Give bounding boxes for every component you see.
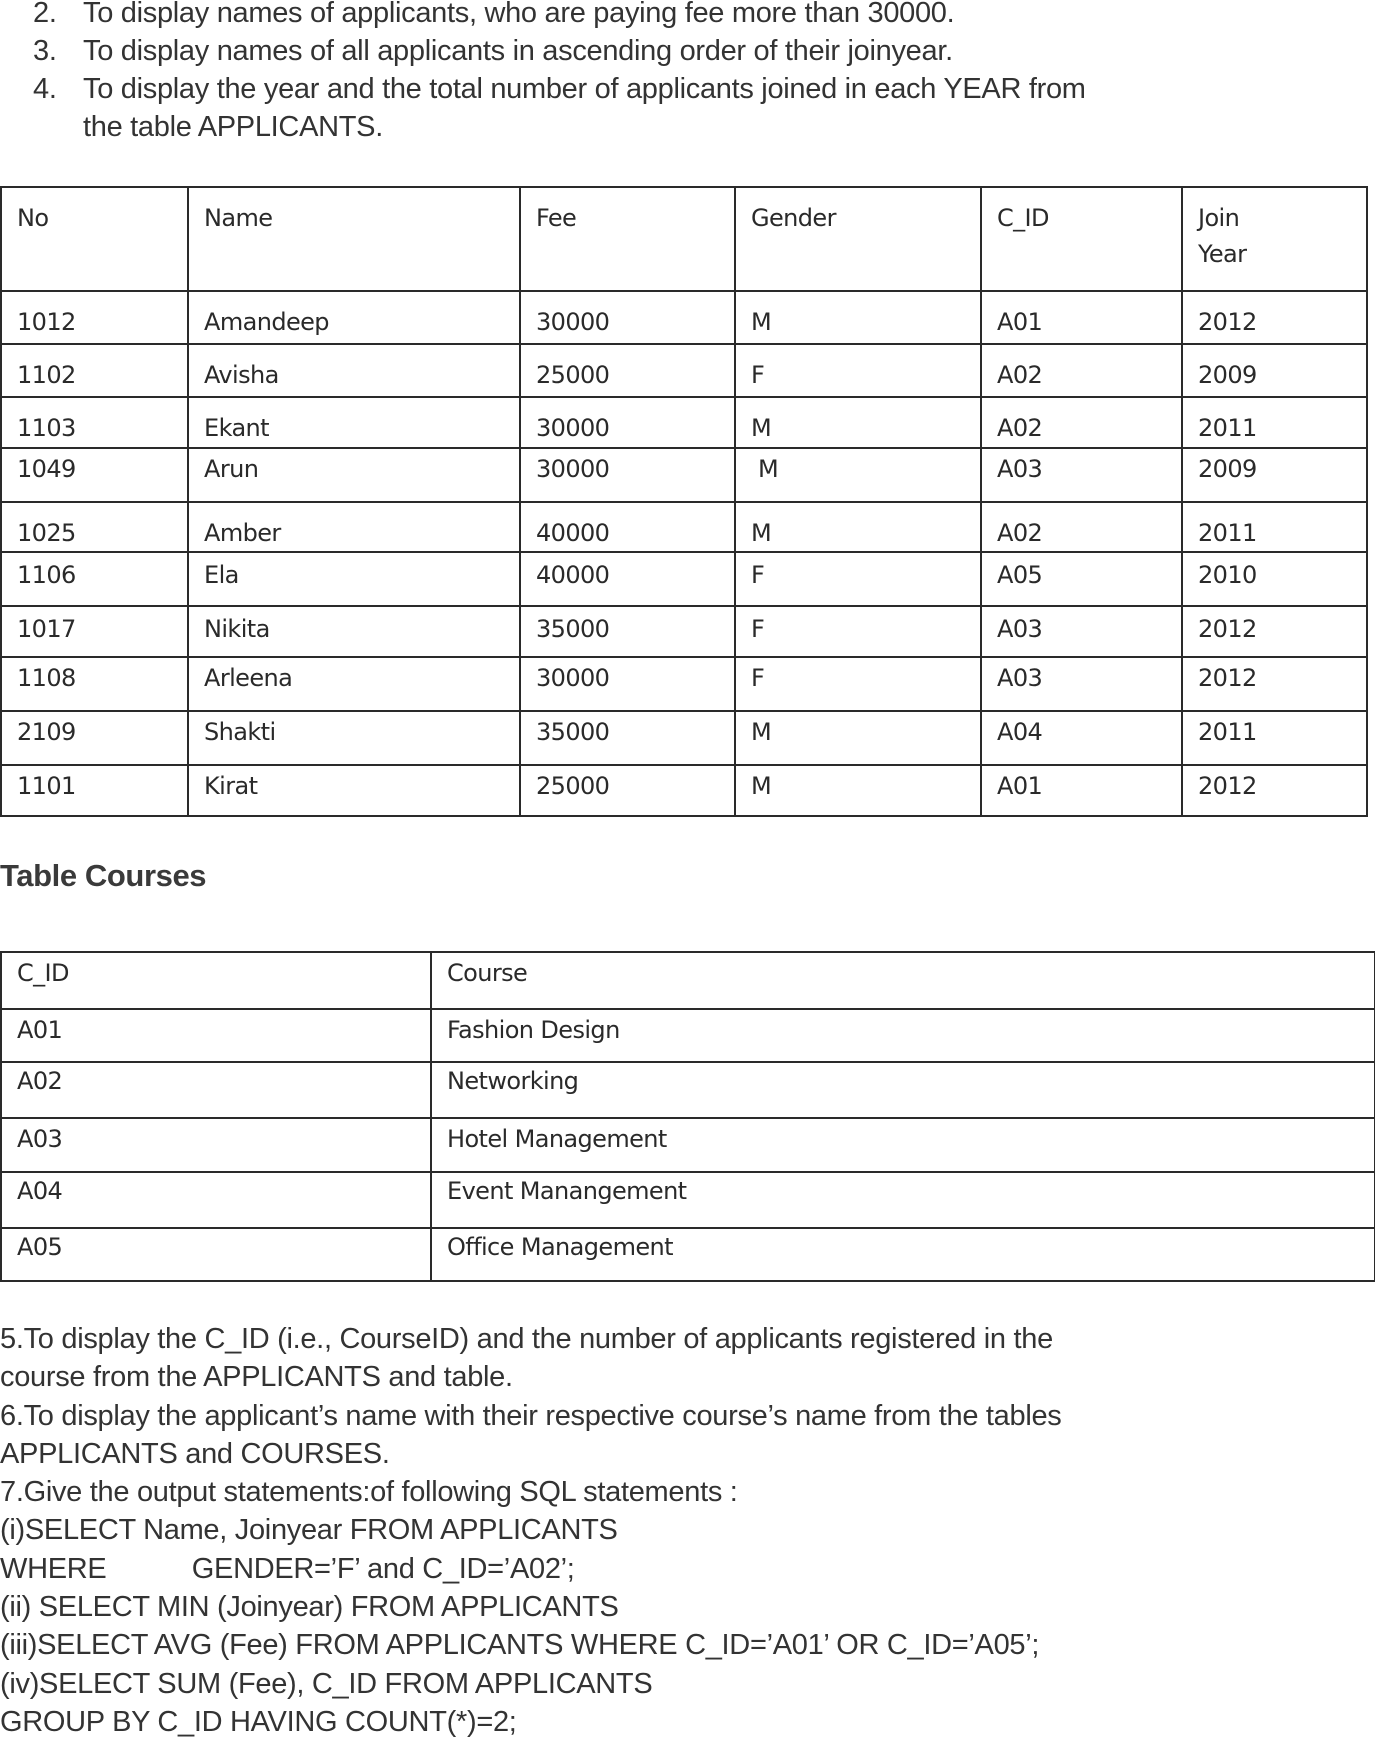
cell-gender: F [735, 552, 981, 606]
header-join-label: Join [1198, 204, 1240, 232]
cell-gender: F [735, 606, 981, 657]
cell-name: Amandeep [188, 291, 520, 344]
cell-course: Office Management [431, 1228, 1375, 1281]
cell-name: Ekant [188, 397, 520, 448]
question-2 [0, 0, 1375, 32]
cell-course: Networking [431, 1062, 1375, 1118]
cell-name: Arun [188, 448, 520, 502]
cell-join-year: 2011 [1182, 711, 1367, 765]
cell-gender: M [735, 765, 981, 816]
cell-name: Nikita [188, 606, 520, 657]
table-row [1, 344, 1367, 397]
header-c-id: C_ID [1, 952, 431, 1009]
table-header-row [1, 187, 1367, 291]
cell-join-year: 2012 [1182, 657, 1367, 711]
cell-c-id: A03 [981, 657, 1182, 711]
cell-course: Fashion Design [431, 1009, 1375, 1062]
table-header-row [1, 952, 1375, 1009]
sql-statement-iv-line-2: GROUP BY C_ID HAVING COUNT(*)=2; [0, 1705, 517, 1738]
cell-c-id: A05 [981, 552, 1182, 606]
cell-c-id: A03 [981, 448, 1182, 502]
question-text: To display names of all applicants in ascending order of their joinyear. [83, 35, 953, 67]
cell-name: Avisha [188, 344, 520, 397]
cell-no: 1017 [1, 606, 188, 657]
question-6-line-2: APPLICANTS and COURSES. [0, 1437, 390, 1470]
courses-table-title: Table Courses [0, 858, 207, 893]
cell-gender: M [735, 502, 981, 552]
cell-c-id: A01 [981, 291, 1182, 344]
cell-course: Hotel Management [431, 1118, 1375, 1172]
cell-gender: M [735, 448, 981, 502]
cell-join-year: 2009 [1182, 448, 1367, 502]
table-row [1, 657, 1367, 711]
cell-join-year: 2010 [1182, 552, 1367, 606]
header-course: Course [431, 952, 1375, 1009]
cell-c-id: A02 [981, 397, 1182, 448]
cell-fee: 35000 [520, 711, 735, 765]
cell-c-id: A05 [1, 1228, 431, 1281]
cell-fee: 25000 [520, 765, 735, 816]
header-year-label: Year [1198, 240, 1247, 268]
cell-fee: 30000 [520, 291, 735, 344]
cell-name: Arleena [188, 657, 520, 711]
sql-statement-ii: (ii) SELECT MIN (Joinyear) FROM APPLICANTS [0, 1591, 619, 1624]
question-7-intro: 7.Give the output statements:of following SQL statements : [0, 1476, 738, 1509]
table-row [1, 765, 1367, 816]
question-text: To display the year and the total number of applicants joined in each YEAR from [83, 73, 1086, 105]
cell-c-id: A02 [1, 1062, 431, 1118]
cell-gender: M [735, 397, 981, 448]
cell-no: 1108 [1, 657, 188, 711]
cell-c-id: A02 [981, 502, 1182, 552]
question-4 [0, 70, 1375, 146]
cell-c-id: A04 [981, 711, 1182, 765]
cell-fee: 30000 [520, 448, 735, 502]
cell-no: 1102 [1, 344, 188, 397]
cell-name: Amber [188, 502, 520, 552]
table-row [1, 397, 1367, 448]
cell-fee: 30000 [520, 397, 735, 448]
table-row [1, 1118, 1375, 1172]
question-number: 4. [33, 73, 57, 105]
header-c-id: C_ID [981, 187, 1182, 291]
header-fee: Fee [520, 187, 735, 291]
table-row [1, 552, 1367, 606]
table-row [1, 1062, 1375, 1118]
cell-join-year: 2009 [1182, 344, 1367, 397]
cell-gender: M [735, 291, 981, 344]
cell-fee: 25000 [520, 344, 735, 397]
cell-name: Shakti [188, 711, 520, 765]
cell-fee: 40000 [520, 552, 735, 606]
cell-c-id: A01 [1, 1009, 431, 1062]
header-name: Name [188, 187, 520, 291]
table-row [1, 448, 1367, 502]
cell-join-year: 2012 [1182, 765, 1367, 816]
questions-bottom [0, 1320, 1375, 1741]
header-join-year [1182, 187, 1367, 291]
cell-gender: F [735, 657, 981, 711]
cell-no: 1025 [1, 502, 188, 552]
sql-statement-iv-line-1: (iv)SELECT SUM (Fee), C_ID FROM APPLICANTS [0, 1667, 653, 1700]
cell-fee: 40000 [520, 502, 735, 552]
cell-no: 1101 [1, 765, 188, 816]
cell-fee: 35000 [520, 606, 735, 657]
question-text: To display names of applicants, who are paying fee more than 30000. [83, 0, 955, 29]
header-no: No [1, 187, 188, 291]
sql-statement-i-line-1: (i)SELECT Name, Joinyear FROM APPLICANTS [0, 1514, 618, 1547]
cell-c-id: A03 [981, 606, 1182, 657]
cell-no: 1012 [1, 291, 188, 344]
cell-join-year: 2011 [1182, 502, 1367, 552]
cell-c-id: A04 [1, 1172, 431, 1228]
question-5-line-2: course from the APPLICANTS and table. [0, 1361, 513, 1394]
table-row [1, 1228, 1375, 1281]
question-number: 2. [33, 0, 57, 29]
question-number: 3. [33, 35, 57, 67]
cell-c-id: A03 [1, 1118, 431, 1172]
sql-statement-iii: (iii)SELECT AVG (Fee) FROM APPLICANTS WHERE C_ID=’A01’ OR C_ID=’A05’; [0, 1629, 1040, 1662]
cell-fee: 30000 [520, 657, 735, 711]
table-row [1, 291, 1367, 344]
cell-name: Kirat [188, 765, 520, 816]
sql-statement-i-line-2: WHERE GENDER=’F’ and C_ID=’A02’; [0, 1552, 575, 1585]
table-row [1, 1172, 1375, 1228]
cell-join-year: 2012 [1182, 606, 1367, 657]
question-text-continued: the table APPLICANTS. [83, 111, 383, 143]
cell-c-id: A01 [981, 765, 1182, 816]
cell-gender: M [735, 711, 981, 765]
question-3 [0, 32, 1375, 70]
header-gender: Gender [735, 187, 981, 291]
question-6-line-1: 6.To display the applicant’s name with their respective course’s name from the tables [0, 1399, 1062, 1432]
courses-table [0, 951, 1375, 1282]
applicants-table [0, 186, 1368, 817]
cell-join-year: 2012 [1182, 291, 1367, 344]
cell-no: 2109 [1, 711, 188, 765]
cell-no: 1103 [1, 397, 188, 448]
question-list-top [0, 0, 1375, 146]
cell-no: 1049 [1, 448, 188, 502]
cell-c-id: A02 [981, 344, 1182, 397]
cell-gender: F [735, 344, 981, 397]
table-row [1, 606, 1367, 657]
question-5-line-1: 5.To display the C_ID (i.e., CourseID) and the number of applicants registered in the [0, 1323, 1053, 1355]
table-row [1, 502, 1367, 552]
table-row [1, 1009, 1375, 1062]
table-row [1, 711, 1367, 765]
cell-name: Ela [188, 552, 520, 606]
cell-course: Event Manangement [431, 1172, 1375, 1228]
cell-no: 1106 [1, 552, 188, 606]
cell-join-year: 2011 [1182, 397, 1367, 448]
